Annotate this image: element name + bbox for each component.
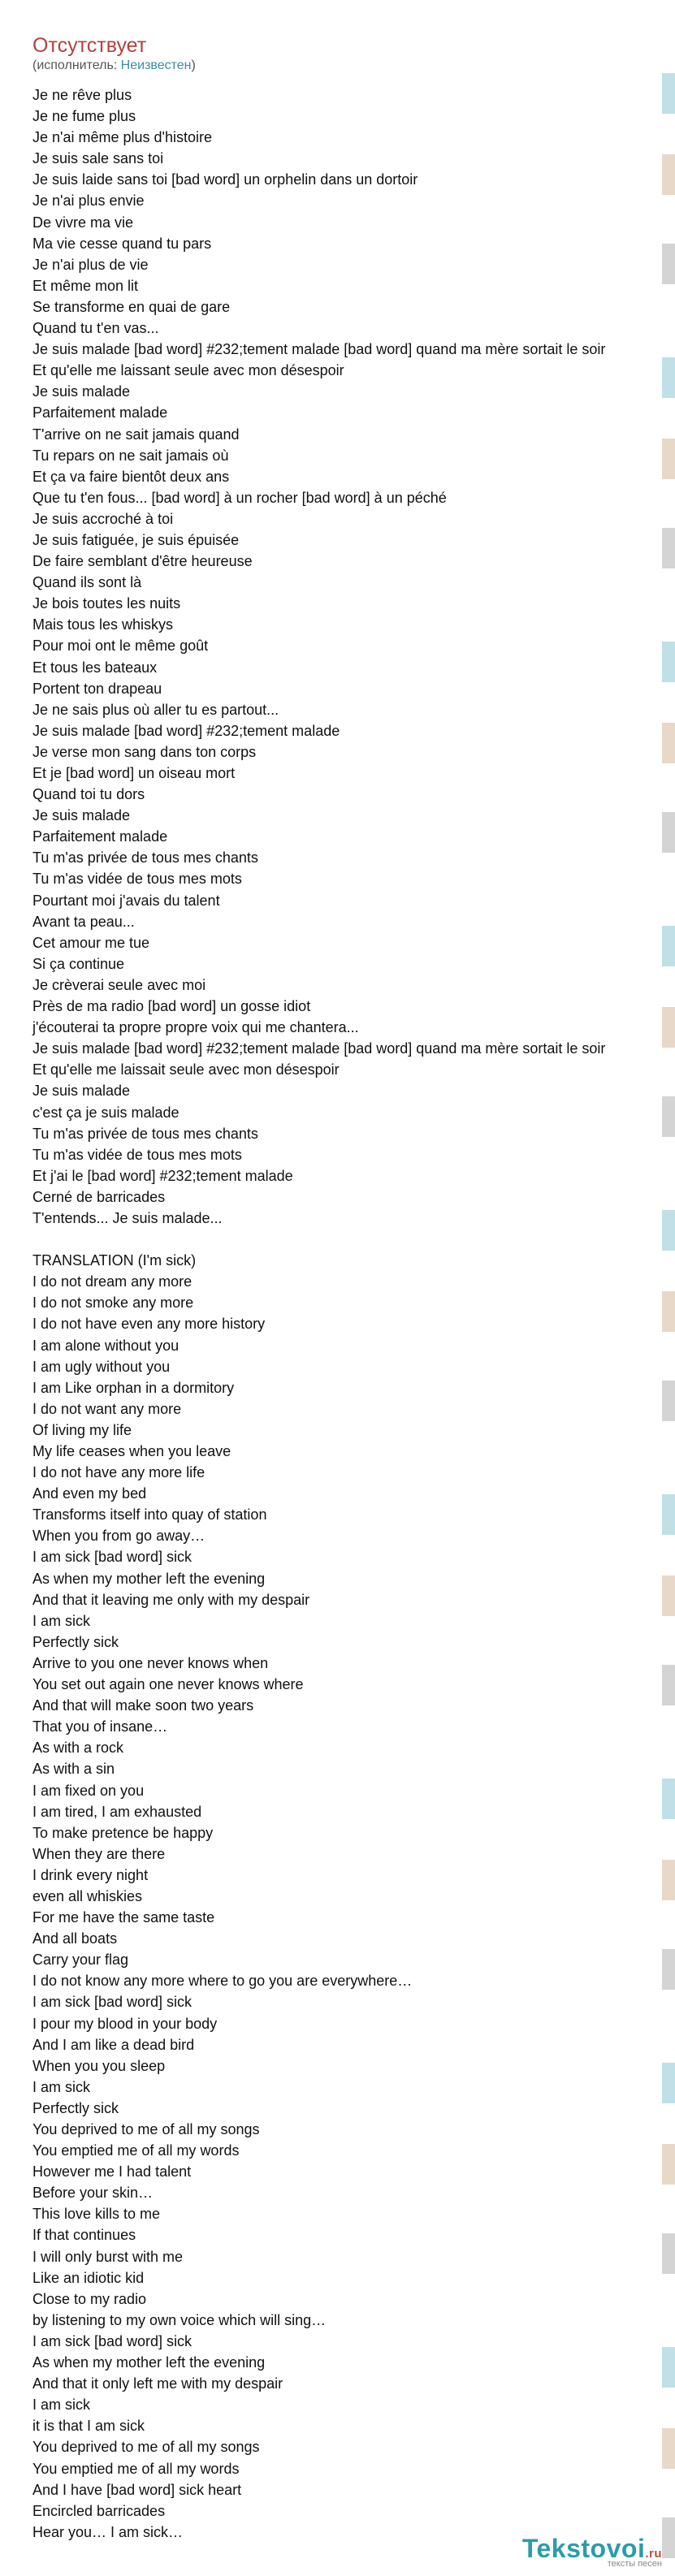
lyric-line: As with a rock xyxy=(32,1740,124,1757)
lyric-line: Je suis laide sans toi [bad word] un orphelin dans un dortoir xyxy=(32,171,418,188)
lyric-line: Et ça va faire bientôt deux ans xyxy=(32,468,230,485)
lyric-line: Perfectly sick xyxy=(32,1633,119,1650)
lyric-line: Hear you… I am sick… xyxy=(32,2523,184,2540)
lyrics-text xyxy=(32,84,662,2543)
lyric-line: Je suis sale sans toi xyxy=(32,150,164,167)
artist-link[interactable]: Неизвестен xyxy=(120,58,192,72)
lyric-line: Je ne sais plus où aller tu es partout... xyxy=(32,701,279,718)
lyric-line: Et j'ai le [bad word] #232;tement malade xyxy=(32,1167,293,1184)
lyric-line: Tu repars on ne sait jamais où xyxy=(32,447,229,464)
lyric-line: by listening to my own voice which will sing… xyxy=(32,2311,327,2328)
lyric-line: If that continues xyxy=(32,2227,136,2244)
lyric-line: My life ceases when you leave xyxy=(32,1443,231,1459)
logo-name: Tekstovoi xyxy=(521,2534,646,2563)
lyric-line: Cet amour me tue xyxy=(32,934,150,951)
lyric-line: And that it only left me with my despair xyxy=(32,2375,283,2392)
lyric-line: Transforms itself into quay of station xyxy=(32,1506,267,1524)
lyric-line: Et je [bad word] un oiseau mort xyxy=(32,765,236,781)
lyric-line: This love kills to me xyxy=(32,2206,161,2223)
lyric-line: Je suis malade [bad word] #232;tement malade [bad word] quand ma mère sortait le soir xyxy=(32,341,606,358)
lyric-line: it is that I am sick xyxy=(32,2418,145,2435)
lyric-line: Je suis fatiguée, je suis épuisée xyxy=(32,531,240,548)
artist-prefix: (исполнитель: xyxy=(32,58,121,72)
lyric-line: Ma vie cesse quand tu pars xyxy=(32,235,212,252)
lyric-line: I pour my blood in your body xyxy=(32,2015,218,2032)
site-logo[interactable] xyxy=(522,2534,662,2569)
lyric-line: Before your skin… xyxy=(32,2185,154,2202)
lyric-line: When you you sleep xyxy=(32,2057,166,2074)
lyric-line: I am sick [bad word] sick xyxy=(32,2332,193,2349)
lyric-line: Close to my radio xyxy=(32,2290,147,2307)
lyric-line: Je verse mon sang dans ton corps xyxy=(32,743,257,760)
artist-line xyxy=(32,58,196,73)
lyric-line: That you of insane… xyxy=(32,1718,168,1735)
lyric-line: Pourtant moi j'avais du talent xyxy=(32,892,220,909)
lyric-line: Tu m'as privée de tous mes chants xyxy=(32,849,258,867)
lyric-line: I do not dream any more xyxy=(32,1273,193,1290)
lyric-line: I am fixed on you xyxy=(32,1782,145,1799)
lyric-line: Quand tu t'en vas... xyxy=(32,320,159,337)
lyric-line: Je crèverai seule avec moi xyxy=(32,976,206,993)
lyric-line: De vivre ma vie xyxy=(32,214,134,231)
lyric-line: You set out again one never knows where xyxy=(32,1676,304,1693)
lyric-line: For me have the same taste xyxy=(32,1909,215,1926)
lyric-line: You emptied me of all my words xyxy=(32,2460,240,2477)
lyric-line: Je suis malade xyxy=(32,807,131,824)
lyric-line: Quand ils sont là xyxy=(32,574,142,591)
lyric-line: I am sick xyxy=(32,1612,91,1629)
lyric-line: Je n'ai plus de vie xyxy=(32,256,149,273)
lyric-line: Parfaitement malade xyxy=(32,828,168,845)
lyric-line xyxy=(32,1229,662,1250)
lyric-line: Et tous les bateaux xyxy=(32,659,158,676)
lyric-line: As when my mother left the evening xyxy=(32,2354,266,2371)
lyric-line: even all whiskies xyxy=(32,1887,143,1904)
lyric-line: Quand toi tu dors xyxy=(32,786,145,803)
lyric-line: You deprived to me of all my songs xyxy=(32,2121,260,2137)
lyric-line: Je n'ai plus envie xyxy=(32,192,145,210)
lyric-line: And even my bed xyxy=(32,1485,147,1502)
lyric-line: You deprived to me of all my songs xyxy=(32,2439,260,2456)
lyric-line: Si ça continue xyxy=(32,955,125,972)
lyric-line: Avant ta peau... xyxy=(32,913,135,930)
lyric-line: I do not have any more life xyxy=(32,1464,206,1481)
lyric-line: TRANSLATION (I'm sick) xyxy=(32,1252,197,1269)
lyric-line: j'écouterai ta propre propre voix qui me chantera... xyxy=(32,1019,359,1036)
lyric-line: Mais tous les whiskys xyxy=(32,616,174,633)
lyric-line: T'arrive on ne sait jamais quand xyxy=(32,426,240,443)
lyric-line: Portent ton drapeau xyxy=(32,680,162,697)
lyric-line: Tu m'as vidée de tous mes mots xyxy=(32,1146,242,1163)
lyric-line: As when my mother left the evening xyxy=(32,1570,266,1587)
lyric-line: As with a sin xyxy=(32,1761,115,1778)
lyric-line: I am tired, I am exhausted xyxy=(32,1803,202,1820)
lyric-line: Perfectly sick xyxy=(32,2099,119,2116)
lyric-line: And all boats xyxy=(32,1930,118,1947)
lyric-line: I will only burst with me xyxy=(32,2248,184,2265)
lyric-line: I am sick [bad word] sick xyxy=(32,1549,193,1566)
lyric-line: I am Like orphan in a dormitory xyxy=(32,1379,235,1396)
lyric-line: Je ne rêve plus xyxy=(32,87,132,103)
lyric-line: Arrive to you one never knows when xyxy=(32,1654,269,1671)
lyric-line: Et qu'elle me laissant seule avec mon désespoir xyxy=(32,362,344,379)
lyric-line: Carry your flag xyxy=(32,1951,129,1969)
lyric-line: Je n'ai même plus d'histoire xyxy=(32,129,212,146)
lyric-line: I am sick xyxy=(32,2078,91,2095)
lyric-line: When you from go away… xyxy=(32,1528,206,1545)
lyric-line: Pour moi ont le même goût xyxy=(32,638,209,655)
song-title: Отсутствует xyxy=(32,34,147,57)
lyric-line: T'entends... Je suis malade... xyxy=(32,1209,223,1226)
lyric-line: I am sick xyxy=(32,2397,91,2414)
lyric-line: Je suis malade [bad word] #232;tement malade xyxy=(32,722,340,739)
logo-tagline: тексты песен xyxy=(607,2559,662,2569)
lyric-line: Près de ma radio [bad word] un gosse idiot xyxy=(32,998,311,1015)
lyric-line: And that it leaving me only with my despair xyxy=(32,1591,310,1608)
logo-tld: .ru xyxy=(645,2547,662,2561)
lyric-line: Of living my life xyxy=(32,1421,132,1438)
lyric-line: I do not smoke any more xyxy=(32,1294,194,1312)
lyric-line: Cerné de barricades xyxy=(32,1188,166,1205)
lyric-line: Tu m'as privée de tous mes chants xyxy=(32,1125,258,1142)
lyric-line: De faire semblant d'être heureuse xyxy=(32,553,253,570)
lyric-line: Tu m'as vidée de tous mes mots xyxy=(32,871,242,888)
lyric-line: Like an idiotic kid xyxy=(32,2269,145,2286)
lyric-line: And I have [bad word] sick heart xyxy=(32,2481,242,2498)
lyric-line: I do not have even any more history xyxy=(32,1316,266,1333)
lyric-line: And that will make soon two years xyxy=(32,1697,254,1714)
lyric-line: However me I had talent xyxy=(32,2163,192,2181)
lyric-line: I do not know any more where to go you are everywhere… xyxy=(32,1973,413,1990)
lyric-line: Je suis malade xyxy=(32,1083,131,1100)
lyric-line: When they are there xyxy=(32,1845,166,1862)
lyric-line: Je suis accroché à toi xyxy=(32,510,174,527)
lyric-line: Je suis malade xyxy=(32,383,131,400)
lyric-line: Que tu t'en fous... [bad word] à un rocher [bad word] à un péché xyxy=(32,489,447,506)
lyric-line: I am ugly without you xyxy=(32,1358,171,1375)
lyric-line: You emptied me of all my words xyxy=(32,2142,240,2159)
lyric-line: I do not want any more xyxy=(32,1400,182,1417)
lyric-line: I am sick [bad word] sick xyxy=(32,1994,193,2011)
lyric-line: c'est ça je suis malade xyxy=(32,1104,180,1121)
lyric-line: I am alone without you xyxy=(32,1337,180,1354)
lyric-line: And I am like a dead bird xyxy=(32,2036,195,2053)
lyric-line: Parfaitement malade xyxy=(32,404,168,421)
lyric-line: I drink every night xyxy=(32,1866,149,1883)
lyric-line: Je bois toutes les nuits xyxy=(32,595,181,612)
lyric-line: Et qu'elle me laissait seule avec mon désespoir xyxy=(32,1061,340,1078)
lyric-line: Encircled barricades xyxy=(32,2502,166,2519)
lyric-line: Je ne fume plus xyxy=(32,108,136,125)
lyric-line: To make pretence be happy xyxy=(32,1824,214,1841)
lyric-line: Je suis malade [bad word] #232;tement malade [bad word] quand ma mère sortait le soir xyxy=(32,1040,606,1057)
lyric-line: Et même mon lit xyxy=(32,277,139,294)
lyric-line: Se transforme en quai de gare xyxy=(32,298,231,315)
artist-suffix: ) xyxy=(191,58,196,72)
